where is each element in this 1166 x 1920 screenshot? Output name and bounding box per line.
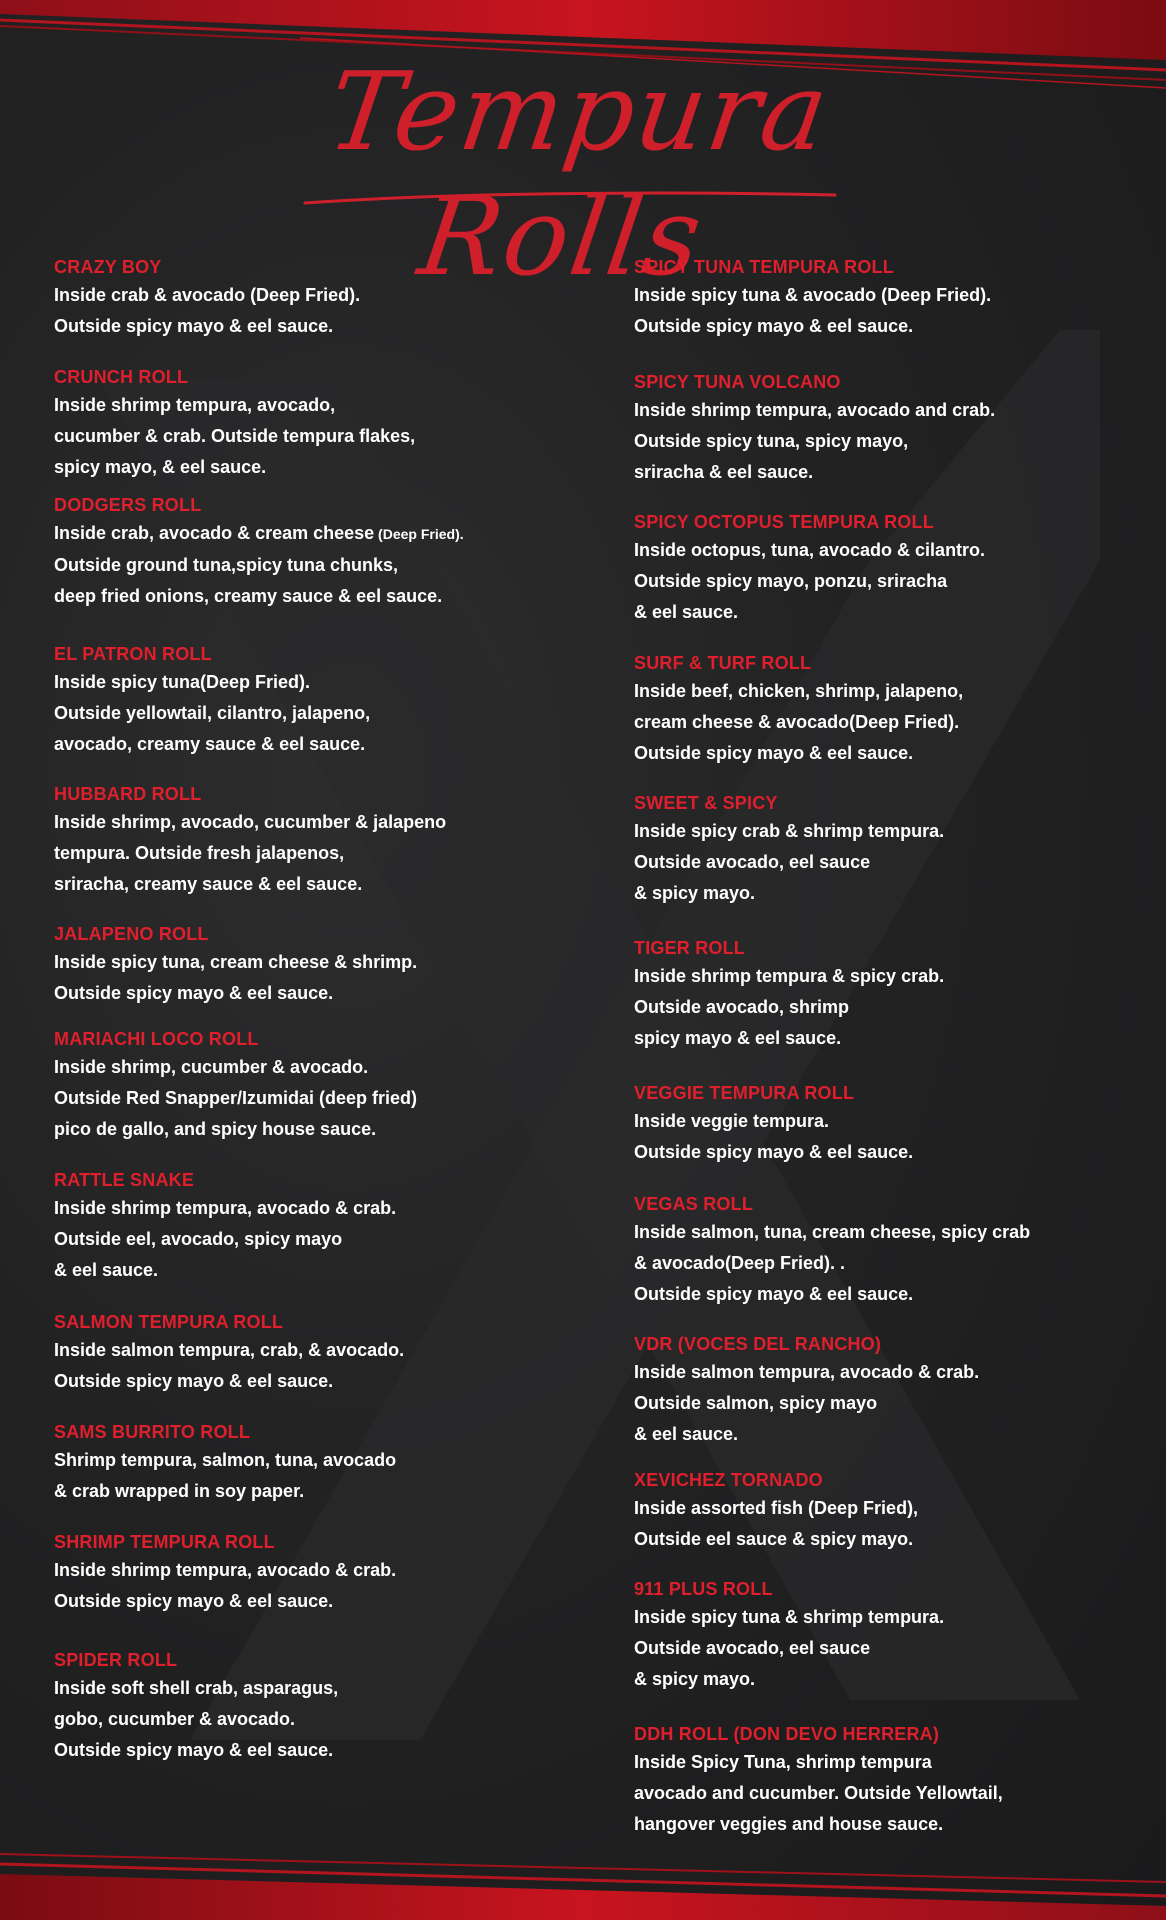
menu-item-description: Inside spicy tuna, cream cheese & shrimp. Outside spicy mayo & eel sauce. [54,952,418,1003]
menu-item-description: Inside salmon tempura, crab, & avocado. Outside spicy mayo & eel sauce. [54,1340,405,1391]
menu-item-name: VEGGIE TEMPURA ROLL [634,1083,855,1103]
menu-item-description: Inside shrimp tempura, avocado and crab. Outside spicy tuna, spicy mayo, sriracha & eel sauce. [634,400,996,482]
page-title: Tempura Rolls [320,50,837,300]
menu-item-name: MARIACHI LOCO ROLL [54,1029,259,1049]
menu-item [54,364,594,483]
menu-item-description: Inside soft shell crab, asparagus, gobo, cucumber & avocado. Outside spicy mayo & eel sauce. [54,1678,339,1760]
menu-item [54,1309,594,1397]
menu-item-description-main: Inside crab, avocado & cream cheese [54,523,375,543]
menu-item-name: JALAPENO ROLL [54,924,209,944]
menu-item-name: TIGER ROLL [634,938,745,958]
menu-item [54,254,594,342]
menu-item [634,1331,1166,1450]
menu-item-description: Inside salmon, tuna, cream cheese, spicy crab & avocado(Deep Fried). . Outside spicy mayo & eel sauce. [634,1222,1031,1304]
menu-item [54,1026,594,1145]
menu-item [634,1576,1166,1695]
menu-item-name: SAMS BURRITO ROLL [54,1422,251,1442]
menu-item [634,1191,1166,1310]
menu-item-name: RATTLE SNAKE [54,1170,195,1190]
menu-item [54,1647,594,1766]
menu-item-description: Inside shrimp tempura, avocado & crab. Outside eel, avocado, spicy mayo & eel sauce. [54,1198,397,1280]
menu-item-name: EL PATRON ROLL [54,644,212,664]
menu-item-description-note: (Deep Fried). [374,526,464,542]
menu-item-description: Inside Spicy Tuna, shrimp tempura avocado and cucumber. Outside Yellowtail, hangover veggies and house sauce. [634,1752,1003,1834]
menu-item [634,1080,1166,1168]
menu-item [54,1419,594,1507]
menu-item [634,935,1166,1054]
menu-item-description: Inside spicy tuna(Deep Fried). Outside yellowtail, cilantro, jalapeno, avocado, creamy sauce & eel sauce. [54,672,371,754]
menu-item-name: SPIDER ROLL [54,1650,178,1670]
menu-item-name: CRUNCH ROLL [54,367,189,387]
menu-item-description-rest: Outside ground tuna,spicy tuna chunks, deep fried onions, creamy sauce & eel sauce. [54,555,443,606]
menu-item-description: Inside spicy crab & shrimp tempura. Outside avocado, eel sauce & spicy mayo. [634,821,945,903]
menu-item-description: Inside shrimp tempura, avocado & crab. Outside spicy mayo & eel sauce. [54,1560,397,1611]
menu-item-name: HUBBARD ROLL [54,784,202,804]
menu-item-description: Inside shrimp, cucumber & avocado. Outside Red Snapper/Izumidai (deep fried) pico de gallo, and spicy house sauce. [54,1057,418,1139]
menu-item-name: VEGAS ROLL [634,1194,754,1214]
menu-item-name: SURF & TURF ROLL [634,653,812,673]
menu-item-description: Inside beef, chicken, shrimp, jalapeno, cream cheese & avocado(Deep Fried). Outside spicy mayo & eel sauce. [634,681,964,763]
menu-item [54,1167,594,1286]
menu-item [54,492,594,612]
menu-item [54,921,594,1009]
menu-item-description: Inside spicy tuna & avocado (Deep Fried). Outside spicy mayo & eel sauce. [634,285,992,336]
menu-item-description: Inside assorted fish (Deep Fried), Outside eel sauce & spicy mayo. [634,1498,919,1549]
menu-item-name: SPICY TUNA VOLCANO [634,372,841,392]
menu-item [54,641,594,760]
menu-item-name: VDR (VOCES DEL RANCHO) [634,1334,882,1354]
menu-item-description [54,518,594,612]
menu-item-name: XEVICHEZ TORNADO [634,1470,823,1490]
bottom-red-band [0,1840,1166,1920]
menu-item-description: Inside octopus, tuna, avocado & cilantro. Outside spicy mayo, ponzu, sriracha & eel sauce. [634,540,986,622]
menu-item-description: Inside veggie tempura. Outside spicy mayo & eel sauce. [634,1111,914,1162]
menu-item-name: CRAZY BOY [54,257,162,277]
menu-item-name: SPICY OCTOPUS TEMPURA ROLL [634,512,934,532]
menu-item [634,1467,1166,1555]
menu-item-description: Shrimp tempura, salmon, tuna, avocado & crab wrapped in soy paper. [54,1450,397,1501]
menu-item-name: SWEET & SPICY [634,793,778,813]
menu-item [634,254,1166,342]
title-underline-flourish [300,175,840,215]
menu-item-description: Inside crab & avocado (Deep Fried). Outside spicy mayo & eel sauce. [54,285,361,336]
menu-item [634,790,1166,909]
menu-item-name: DDH ROLL (DON DEVO HERRERA) [634,1724,940,1744]
menu-item-description: Inside spicy tuna & shrimp tempura. Outside avocado, eel sauce & spicy mayo. [634,1607,945,1689]
menu-item-name: DODGERS ROLL [54,495,202,515]
menu-item [634,1721,1166,1840]
menu-item [54,781,594,900]
menu-item [634,509,1166,628]
menu-item [634,650,1166,769]
menu-item-description: Inside salmon tempura, avocado & crab. Outside salmon, spicy mayo & eel sauce. [634,1362,980,1444]
menu-item-description: Inside shrimp tempura, avocado, cucumber & crab. Outside tempura flakes, spicy mayo, & eel sauce. [54,395,416,477]
menu-item-name: SHRIMP TEMPURA ROLL [54,1532,275,1552]
menu-item-name: SPICY TUNA TEMPURA ROLL [634,257,894,277]
menu-item-name: SALMON TEMPURA ROLL [54,1312,284,1332]
menu-item-description: Inside shrimp tempura & spicy crab. Outside avocado, shrimp spicy mayo & eel sauce. [634,966,945,1048]
menu-item [634,369,1166,488]
menu-item-name: 911 PLUS ROLL [634,1579,773,1599]
menu-item [54,1529,594,1617]
menu-item-description: Inside shrimp, avocado, cucumber & jalapeno tempura. Outside fresh jalapenos, sriracha, creamy sauce & eel sauce. [54,812,447,894]
